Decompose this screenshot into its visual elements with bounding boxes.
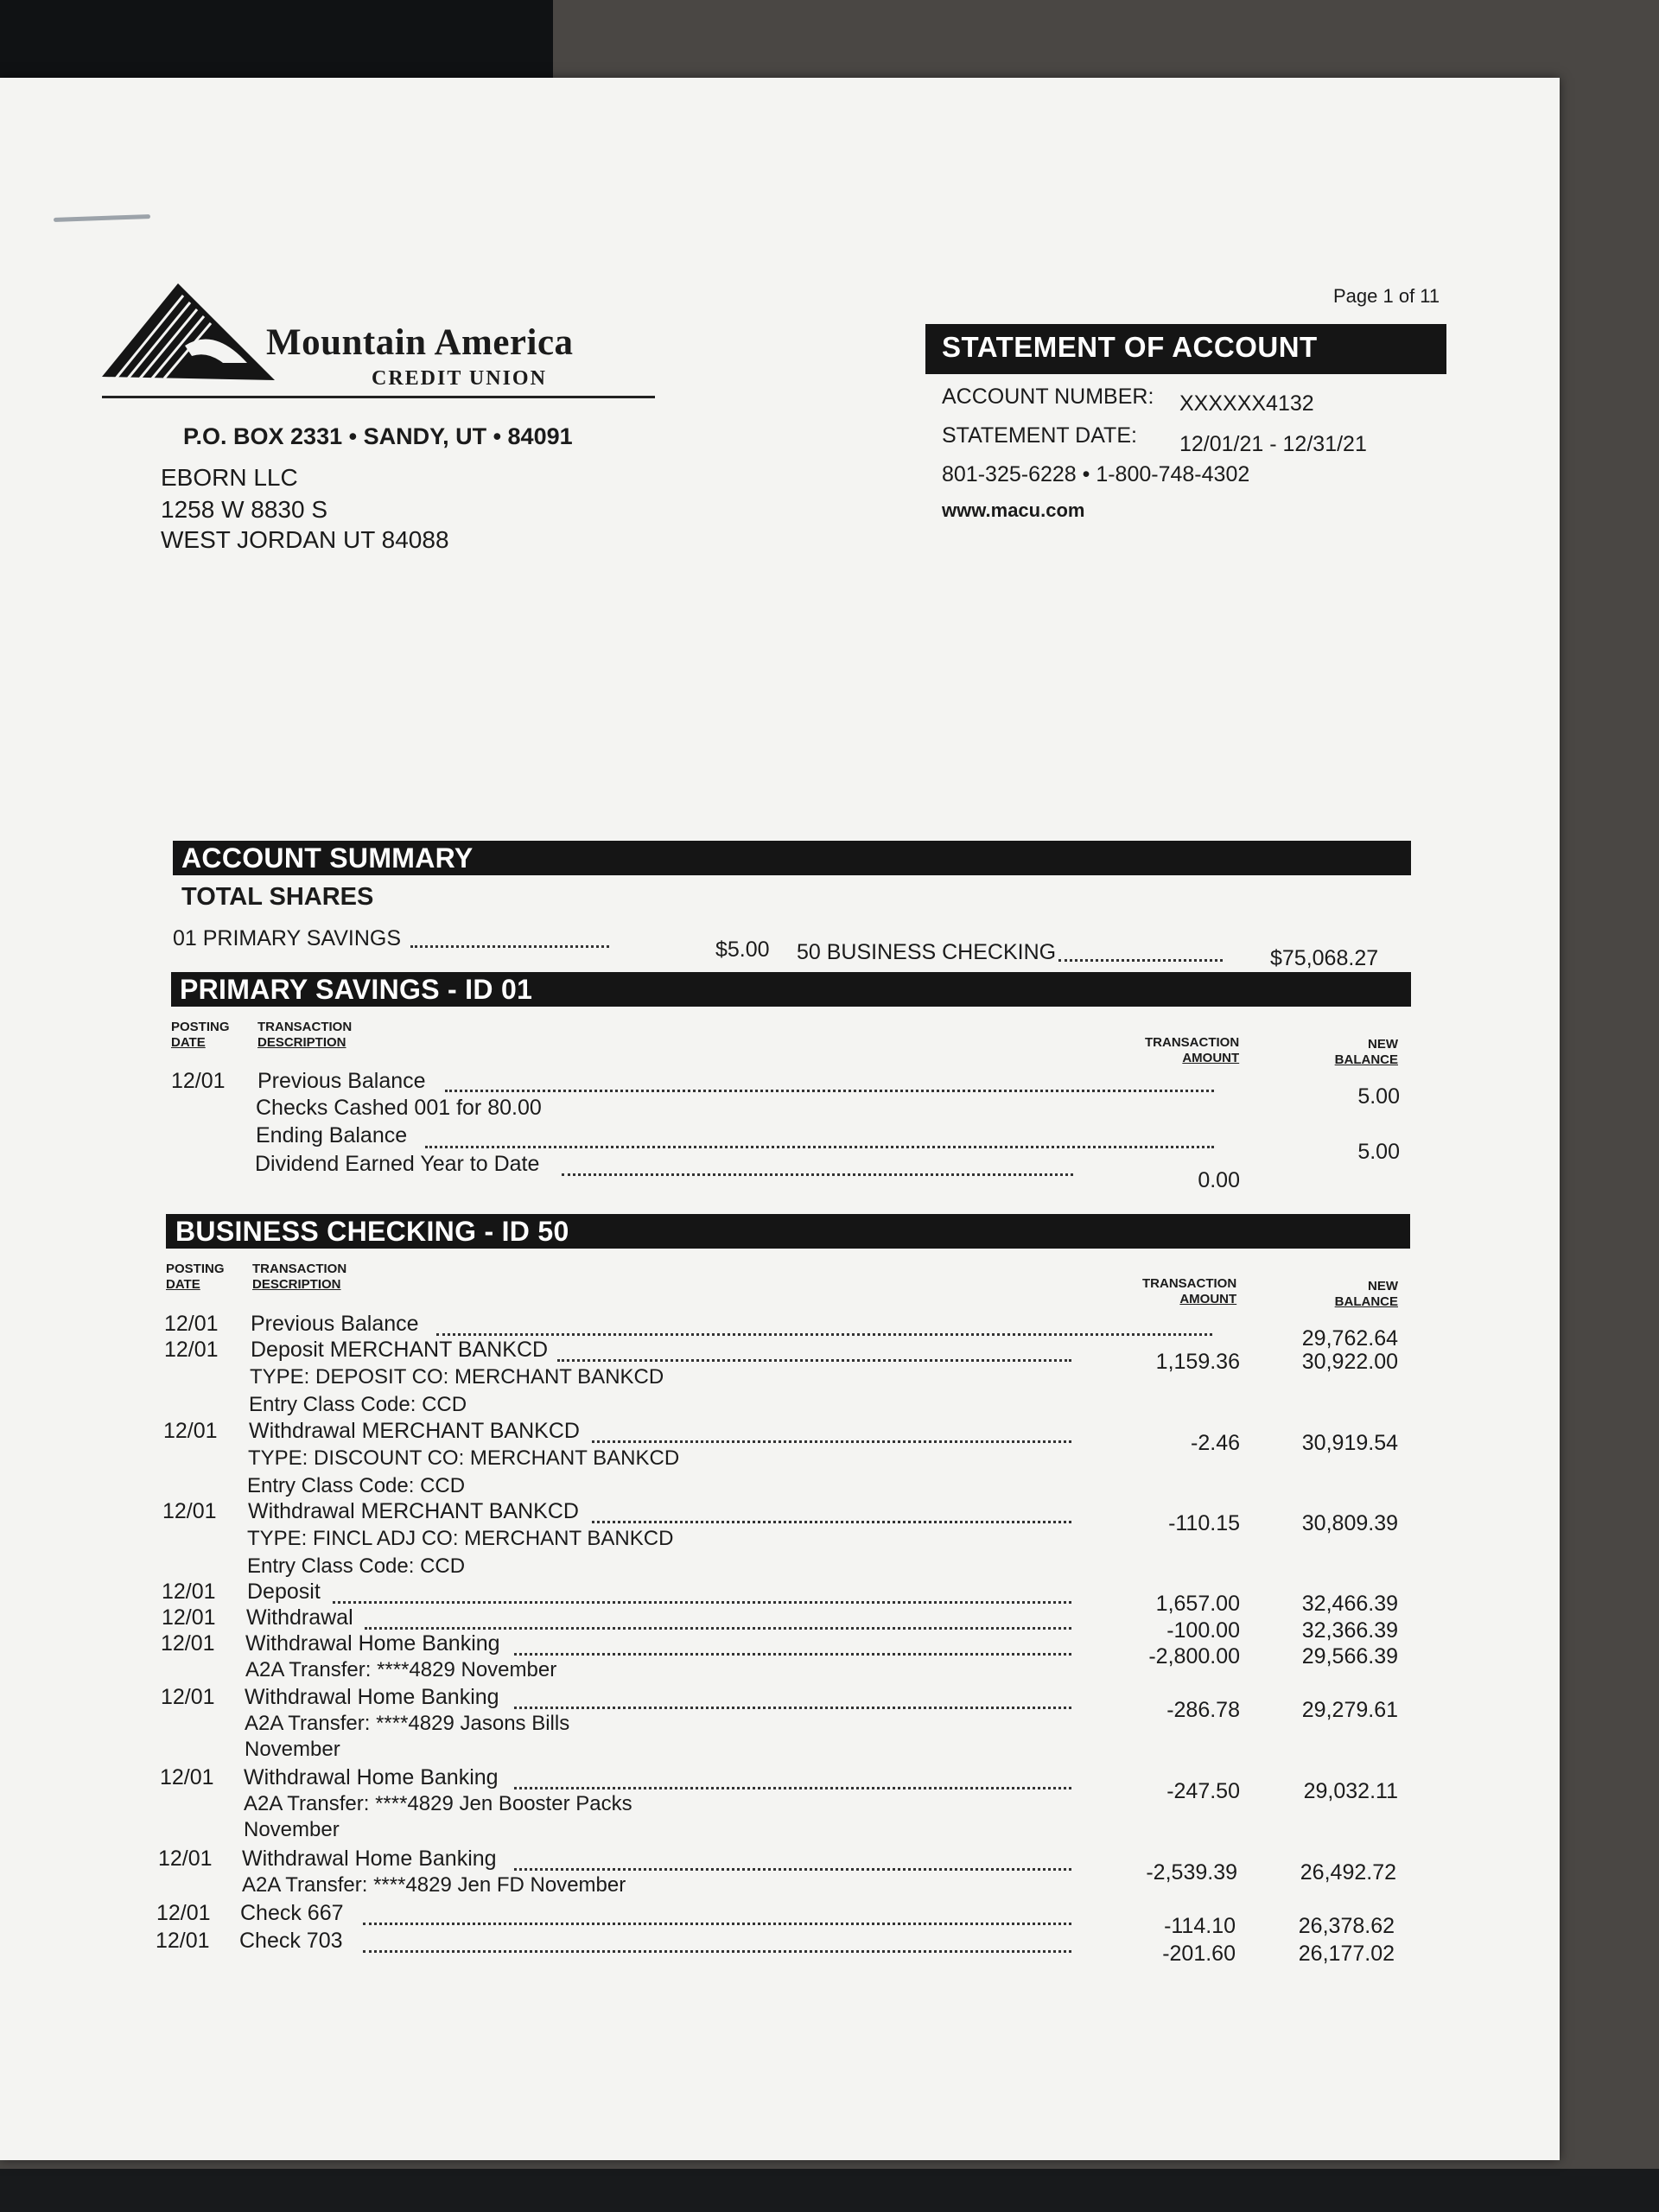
txn-description: Withdrawal Home Banking [245,1631,500,1656]
leader-dots [514,1787,1071,1789]
checking-prev-label: Previous Balance [251,1312,419,1336]
txn-detail: A2A Transfer: ****4829 Jen Booster Packs [244,1792,632,1815]
txn-detail: TYPE: FINCL ADJ CO: MERCHANT BANKCD [247,1527,674,1550]
txn-date: 12/01 [158,1847,213,1871]
txn-balance: 32,466.39 [1301,1592,1398,1616]
bank-website: www.macu.com [942,499,1085,521]
txn-balance: 32,366.39 [1301,1618,1398,1643]
amount-header: TRANSACTION AMOUNT [1145,1035,1240,1065]
leader-dots [445,1090,1214,1092]
txn-balance: 29,032.11 [1303,1779,1398,1803]
txn-detail: Entry Class Code: CCD [249,1393,467,1416]
savings-summary-amount: $5.00 [715,938,770,962]
leader-dots [592,1521,1071,1523]
leader-dots [557,1359,1071,1362]
leader-dots [514,1868,1071,1871]
bank-phones: 801-325-6228 • 1-800-748-4302 [942,462,1250,486]
account-number-label: ACCOUNT NUMBER: [942,385,1154,409]
leader-dots [363,1950,1071,1953]
txn-amount: -247.50 [1166,1779,1240,1803]
txn-description: Withdrawal [246,1605,353,1630]
txn-date: 12/01 [156,1929,210,1953]
txn-balance: 30,919.54 [1301,1431,1398,1455]
txn-date: 12/01 [156,1901,211,1925]
txn-balance: 29,279.61 [1301,1698,1398,1722]
savings-prev-label: Previous Balance [257,1069,426,1093]
savings-checks-cashed: Checks Cashed 001 for 80.00 [256,1096,542,1120]
leader-dots [514,1653,1071,1656]
txn-detail: A2A Transfer: ****4829 November [245,1658,557,1681]
summary-title: ACCOUNT SUMMARY [181,842,474,874]
bank-subtitle: CREDIT UNION [372,367,547,390]
savings-ending-label: Ending Balance [256,1123,408,1147]
txn-detail: TYPE: DEPOSIT CO: MERCHANT BANKCD [250,1365,664,1389]
logo-divider [102,396,655,398]
txn-date: 12/01 [162,1580,216,1604]
txn-detail: A2A Transfer: ****4829 Jen FD November [242,1873,626,1897]
txn-description: Deposit MERCHANT BANKCD [251,1338,549,1362]
account-number: XXXXXX4132 [1179,391,1314,416]
txn-detail: A2A Transfer: ****4829 Jasons Bills [245,1712,570,1735]
leader-dots [410,945,609,948]
txn-detail: November [244,1818,340,1841]
txn-description: Withdrawal Home Banking [245,1685,499,1709]
txn-date: 12/01 [164,1338,219,1362]
mountain-logo-icon [102,283,283,387]
txn-amount: -2,539.39 [1146,1860,1237,1885]
leader-dots [592,1440,1071,1443]
summary-subtitle: TOTAL SHARES [181,883,374,911]
description-header: TRANSACTION DESCRIPTION [257,1020,353,1050]
posting-date-header: POSTING DATE [166,1262,225,1292]
leader-dots [363,1923,1071,1925]
txn-date: 12/01 [162,1605,216,1630]
leader-dots [425,1146,1214,1148]
savings-prev-balance: 5.00 [1357,1084,1400,1109]
txn-date: 12/01 [161,1631,215,1656]
balance-header: NEW BALANCE [1334,1037,1398,1067]
txn-description: Withdrawal MERCHANT BANKCD [249,1419,580,1443]
balance-header: NEW BALANCE [1334,1279,1398,1309]
statement-date-label: STATEMENT DATE: [942,423,1137,448]
txn-amount: -2,800.00 [1148,1644,1240,1669]
savings-date: 12/01 [171,1069,226,1093]
customer-street: 1258 W 8830 S [161,496,328,523]
txn-balance: 30,922.00 [1301,1350,1398,1374]
txn-balance: 26,177.02 [1298,1942,1395,1966]
savings-dividend-label: Dividend Earned Year to Date [255,1152,540,1176]
txn-amount: -110.15 [1168,1511,1240,1535]
staple [54,214,150,222]
statement-page [0,78,1560,2160]
leader-dots [562,1173,1073,1176]
txn-amount: -100.00 [1166,1618,1240,1643]
leader-dots [514,1707,1071,1709]
checking-title: BUSINESS CHECKING - ID 50 [175,1216,569,1247]
txn-balance: 26,378.62 [1298,1914,1395,1938]
txn-date: 12/01 [162,1499,217,1523]
txn-amount: 1,657.00 [1155,1592,1240,1616]
txn-date: 12/01 [163,1419,218,1443]
txn-amount: 1,159.36 [1155,1350,1240,1374]
txn-date: 12/01 [161,1685,215,1709]
txn-amount: -286.78 [1166,1698,1240,1722]
posting-date-header: POSTING DATE [171,1020,230,1050]
txn-detail: November [245,1738,340,1761]
txn-amount: -201.60 [1162,1942,1236,1966]
txn-description: Check 667 [240,1901,344,1925]
leader-dots [365,1627,1071,1630]
leader-dots [333,1601,1071,1604]
txn-balance: 26,492.72 [1300,1860,1396,1885]
checking-summary-label: 50 BUSINESS CHECKING [797,940,1057,964]
txn-date: 12/01 [160,1765,214,1789]
bank-name: Mountain America [266,322,574,363]
txn-description: Withdrawal Home Banking [242,1847,497,1871]
checking-prev-date: 12/01 [164,1312,219,1336]
txn-detail: TYPE: DISCOUNT CO: MERCHANT BANKCD [248,1446,680,1470]
txn-amount: -114.10 [1164,1914,1236,1938]
bank-address: P.O. BOX 2331 • SANDY, UT • 84091 [183,423,573,449]
page-number: Page 1 of 11 [1333,285,1440,307]
amount-header: TRANSACTION AMOUNT [1142,1276,1237,1306]
txn-amount: -2.46 [1191,1431,1240,1455]
txn-description: Check 703 [239,1929,343,1953]
leader-dots [436,1333,1212,1336]
checking-prev-balance: 29,762.64 [1301,1326,1398,1351]
txn-balance: 29,566.39 [1301,1644,1398,1669]
customer-name: EBORN LLC [161,464,298,491]
savings-title: PRIMARY SAVINGS - ID 01 [180,974,533,1005]
statement-title: STATEMENT OF ACCOUNT [942,331,1318,363]
background-floor [0,2169,1659,2212]
customer-city: WEST JORDAN UT 84088 [161,526,449,553]
savings-ending-balance: 5.00 [1357,1140,1400,1164]
txn-detail: Entry Class Code: CCD [247,1554,466,1578]
txn-description: Withdrawal Home Banking [244,1765,499,1789]
description-header: TRANSACTION DESCRIPTION [252,1262,347,1292]
txn-detail: Entry Class Code: CCD [247,1474,466,1497]
statement-date-range: 12/01/21 - 12/31/21 [1179,432,1367,456]
txn-balance: 30,809.39 [1301,1511,1398,1535]
txn-description: Deposit [247,1580,321,1604]
savings-summary-label: 01 PRIMARY SAVINGS [173,926,401,950]
txn-description: Withdrawal MERCHANT BANKCD [248,1499,579,1523]
checking-summary-amount: $75,068.27 [1270,946,1379,970]
leader-dots [1058,959,1223,962]
savings-dividend-amount: 0.00 [1198,1168,1240,1192]
